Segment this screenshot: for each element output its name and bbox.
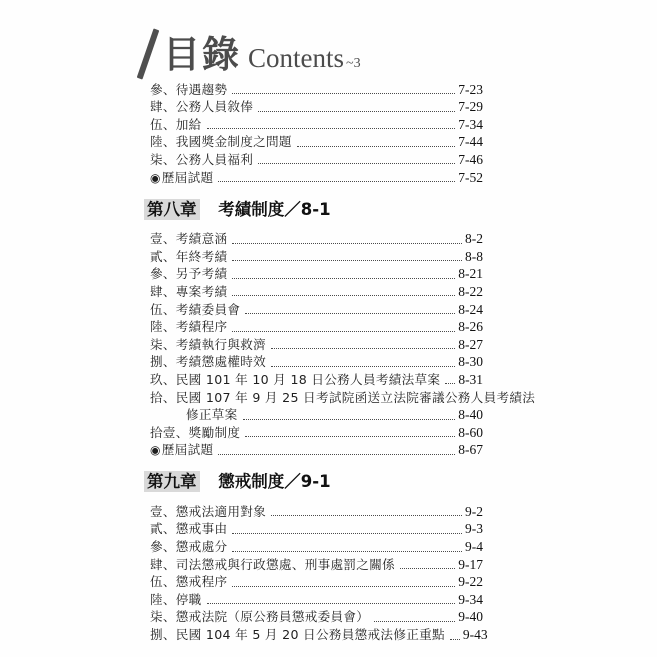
dotted-leader (207, 128, 456, 129)
toc-entry-label: 伍、懲戒程序 (150, 574, 228, 590)
toc-entry-label: 貳、年終考績 (150, 248, 228, 264)
dotted-leader (400, 568, 455, 569)
page-header (163, 24, 361, 78)
toc-entry (144, 300, 483, 318)
toc-entry-page: 8-30 (458, 354, 483, 370)
dotted-leader (232, 278, 455, 279)
toc-entry (144, 423, 483, 441)
toc-entry-page: 7-46 (458, 151, 483, 167)
dotted-leader (232, 551, 462, 552)
toc-entry-label: ◉歷屆試題 (150, 169, 214, 185)
toc-section (144, 80, 483, 186)
toc-entry-page: 7-23 (458, 81, 483, 97)
toc-entry-label: 參、待遇趨勢 (150, 81, 228, 97)
toc-entry-page: 8-22 (458, 283, 483, 299)
chapter-number: 第九章 (144, 471, 200, 492)
toc-entry-page: 7-44 (458, 134, 483, 150)
toc-entry-page: 9-40 (458, 609, 483, 625)
toc-entry-page: 8-24 (458, 301, 483, 317)
toc-entry-label: 柒、懲戒法院（原公務員懲戒委員會） (150, 609, 370, 625)
dotted-leader (450, 639, 460, 640)
chapter-title: 懲戒制度／9-1 (218, 472, 331, 492)
toc-entry-label: 伍、加給 (150, 116, 202, 132)
toc-entry-page: 8-31 (458, 371, 484, 387)
fisheye-bullet-icon: ◉ (150, 443, 161, 458)
toc-entry-label: 肆、司法懲戒與行政懲處、刑事處罰之關係 (150, 556, 395, 572)
toc-entry (144, 537, 483, 555)
dotted-leader (243, 419, 456, 420)
toc-entry (144, 168, 483, 186)
toc-entry (144, 441, 483, 459)
toc-entry-label: 捌、民國 104 年 5 月 20 日公務員懲戒法修正重點 (150, 627, 445, 643)
dotted-leader (258, 163, 455, 164)
toc-entry-page: 7-34 (458, 116, 483, 132)
toc-entry (144, 406, 483, 424)
toc-entry-label: 肆、專案考績 (150, 283, 228, 299)
toc-entry-page: 8-60 (458, 424, 483, 440)
dotted-leader (232, 331, 455, 332)
toc-entry-label: 玖、民國 101 年 10 月 18 日公務人員考績法草案 (150, 371, 441, 387)
dotted-leader (207, 603, 456, 604)
toc-entry (144, 608, 483, 626)
dotted-leader (271, 366, 455, 367)
toc-entry (144, 98, 483, 116)
toc-entry-label: 拾、民國 107 年 9 月 25 日考試院函送立法院審議公務人員考績法 (150, 389, 536, 405)
toc-entry-page: 9-17 (458, 556, 483, 572)
toc-entry-label: 參、另予考績 (150, 266, 228, 282)
toc-entry-label: 貳、懲戒事由 (150, 521, 228, 537)
toc-entry (144, 150, 483, 168)
toc-entry-page: 9-3 (465, 521, 483, 537)
toc-entry (144, 502, 483, 520)
toc-entry-label: 柒、考績執行與救濟 (150, 336, 267, 352)
toc-entry (144, 335, 483, 353)
toc-entry (144, 573, 483, 591)
toc-entry (144, 318, 483, 336)
toc-section (144, 471, 488, 643)
toc-entry-label: ◉歷屆試題 (150, 442, 214, 458)
toc-entry-page: 8-2 (465, 231, 483, 247)
page-ref: ~3 (346, 56, 361, 71)
toc-entry-page: 9-34 (458, 591, 483, 607)
toc-entry (144, 370, 483, 388)
toc-entry-label: 修正草案 (186, 407, 238, 423)
toc-sections (144, 80, 536, 643)
toc-entry-page: 9-22 (458, 574, 483, 590)
toc-entry (144, 265, 483, 283)
toc-entry-page: 7-52 (458, 169, 483, 185)
dotted-leader (297, 146, 455, 147)
toc-entry-page: 8-26 (458, 319, 483, 335)
toc-entry-label: 參、懲戒處分 (150, 539, 228, 555)
toc-entry-page: 8-8 (465, 248, 483, 264)
toc-entry (144, 625, 488, 643)
toc-entry (144, 590, 483, 608)
toc-entry (144, 555, 483, 573)
chapter-heading (144, 471, 483, 493)
dotted-leader (218, 181, 455, 182)
dotted-leader (271, 348, 455, 349)
toc-entry-page: 8-27 (458, 336, 483, 352)
toc-entry-page: 9-2 (465, 503, 483, 519)
toc-entry-label: 捌、考績懲處權時效 (150, 354, 267, 370)
toc-entry-label: 壹、懲戒法適用對象 (150, 503, 267, 519)
toc-entry-label: 拾壹、獎勵制度 (150, 424, 241, 440)
toc-entry (144, 230, 483, 248)
toc-entry-page: 8-40 (458, 407, 483, 423)
dotted-leader (245, 313, 455, 314)
fisheye-bullet-icon: ◉ (150, 170, 161, 185)
dotted-leader (271, 515, 462, 516)
toc-entry (144, 353, 483, 371)
toc-entry-label: 柒、公務人員福利 (150, 151, 254, 167)
dotted-leader (232, 260, 462, 261)
toc-entry-label: 陸、我國獎金制度之問題 (150, 134, 292, 150)
dotted-leader (245, 436, 455, 437)
dotted-leader (232, 243, 462, 244)
toc-entry-label: 陸、考績程序 (150, 319, 228, 335)
toc-section (144, 199, 536, 459)
toc-entry-page: 7-29 (458, 99, 483, 115)
dotted-leader (218, 454, 455, 455)
page-title: 目錄 (163, 32, 241, 76)
toc-entry (144, 247, 483, 265)
toc-entry-label: 壹、考績意涵 (150, 231, 228, 247)
chapter-heading (144, 199, 483, 221)
toc-entry (144, 388, 536, 406)
toc-entry-label: 伍、考績委員會 (150, 301, 241, 317)
dotted-leader (232, 295, 455, 296)
chapter-number: 第八章 (144, 199, 200, 220)
toc-entry (144, 115, 483, 133)
toc-entry-label: 肆、公務人員敘俸 (150, 99, 254, 115)
toc-entry-page: 9-4 (465, 539, 483, 555)
toc-entry-page: 9-43 (462, 627, 488, 643)
toc-entry (144, 520, 483, 538)
dotted-leader (232, 93, 455, 94)
toc-entry-page: 8-21 (458, 266, 483, 282)
dotted-leader (445, 383, 455, 384)
page-title-en: Contents (248, 43, 345, 73)
dotted-leader (374, 621, 455, 622)
toc-entry (144, 133, 483, 151)
dotted-leader (232, 586, 455, 587)
toc-entry (144, 80, 483, 98)
dotted-leader (258, 111, 455, 112)
toc-entry-page: 8-67 (458, 442, 483, 458)
toc-entry-label: 陸、停職 (150, 591, 202, 607)
dotted-leader (232, 533, 462, 534)
chapter-title: 考績制度／8-1 (218, 199, 331, 219)
slash-mark-icon (137, 28, 160, 79)
toc-entry (144, 282, 483, 300)
